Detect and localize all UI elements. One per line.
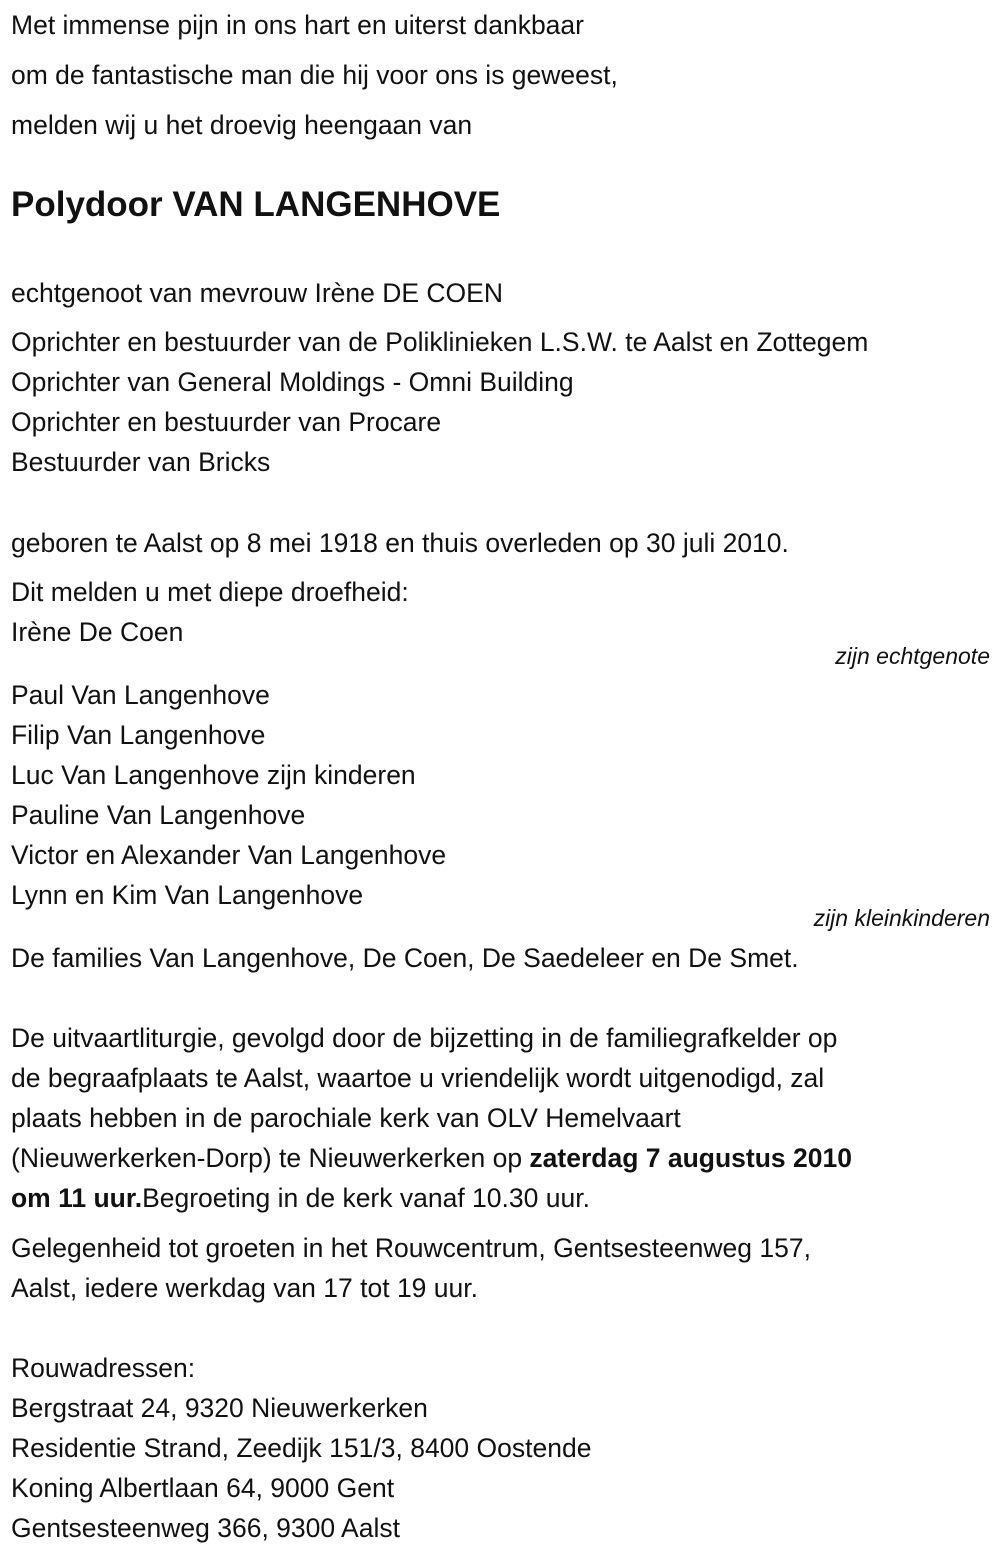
grandchild-line: Victor en Alexander Van Langenhove [11,840,447,870]
child-line: Paul Van Langenhove [11,680,270,710]
child-line: Filip Van Langenhove [11,720,266,750]
funeral-line [11,1182,590,1214]
birth-death-line: geboren te Aalst op 8 mei 1918 en thuis overleden op 30 juli 2010. [11,528,789,558]
wife-name: Irène De Coen [11,617,184,647]
intro-line: Met immense pijn in ons hart en uiterst dankbaar [11,10,584,40]
funeral-line: plaats hebben in de parochiale kerk van OLV Hemelvaart [11,1103,681,1133]
addresses-label: Rouwadressen: [11,1353,196,1383]
visit-line: Aalst, iedere werkdag van 17 tot 19 uur. [11,1273,478,1303]
role-line: Oprichter en bestuurder van Procare [11,407,442,437]
role-line: Oprichter en bestuurder van de Poliklinieken L.S.W. te Aalst en Zottegem [11,327,869,357]
funeral-line: De uitvaartliturgie, gevolgd door de bijzetting in de familiegrafkelder op [11,1023,838,1053]
funeral-time: om 11 uur. [11,1183,143,1213]
role-line: Oprichter van General Moldings - Omni Building [11,367,574,397]
address-line: Koning Albertlaan 64, 9000 Gent [11,1473,395,1503]
grandchild-line: Lynn en Kim Van Langenhove [11,880,364,910]
funeral-text: (Nieuwerkerken-Dorp) te Nieuwerkerken op [11,1143,530,1173]
funeral-text: Begroeting in de kerk vanaf 10.30 uur. [142,1183,590,1213]
grandchild-line: Pauline Van Langenhove [11,800,306,830]
spouse-line: echtgenoot van mevrouw Irène DE COEN [11,278,503,308]
visit-line: Gelegenheid tot groeten in het Rouwcentrum, Gentsesteenweg 157, [11,1233,811,1263]
address-line: Gentsesteenweg 366, 9300 Aalst [11,1513,400,1543]
address-line: Bergstraat 24, 9320 Nieuwerkerken [11,1393,428,1423]
address-line: Residentie Strand, Zeedijk 151/3, 8400 Oostende [11,1433,592,1463]
child-line: Luc Van Langenhove zijn kinderen [11,760,416,790]
funeral-date: zaterdag 7 augustus 2010 [529,1143,852,1173]
intro-line: melden wij u het droevig heengaan van [11,110,473,140]
grandchildren-role: zijn kleinkinderen [813,905,990,931]
role-line: Bestuurder van Bricks [11,447,271,477]
funeral-line [11,1142,852,1174]
wife-role: zijn echtgenote [835,643,990,669]
families-line: De families Van Langenhove, De Coen, De Saedeleer en De Smet. [11,943,799,973]
funeral-line: de begraafplaats te Aalst, waartoe u vriendelijk wordt uitgenodigd, zal [11,1063,825,1093]
intro-line: om de fantastische man die hij voor ons is geweest, [11,60,618,90]
deceased-name: Polydoor VAN LANGENHOVE [11,185,501,224]
announce-line: Dit melden u met diepe droefheid: [11,577,409,607]
